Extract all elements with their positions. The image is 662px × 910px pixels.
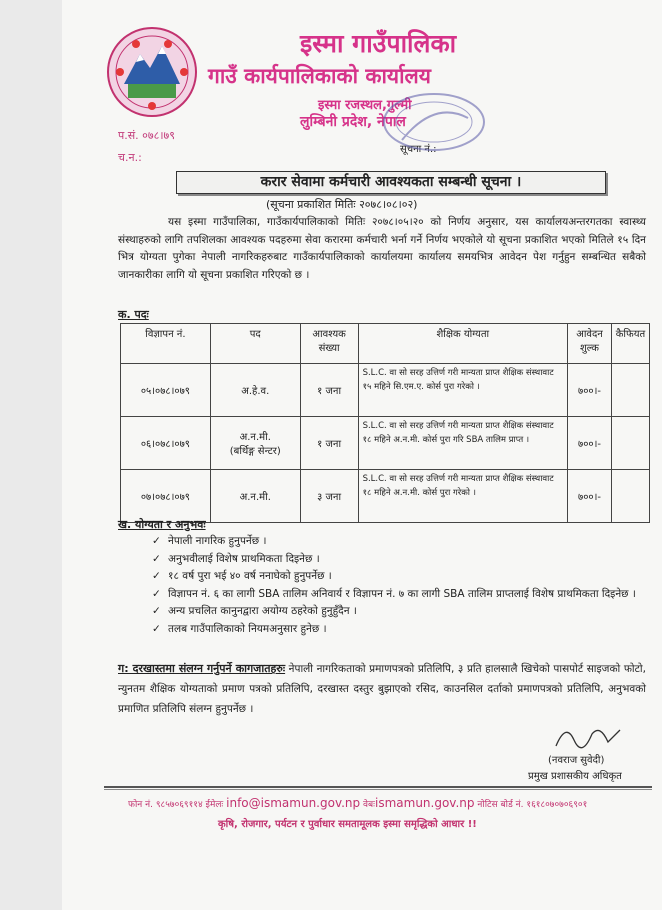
list-item: ✓ तलब गाउँपालिकाको नियमअनुसार हुनेछ । (152, 621, 646, 639)
signatory-name: (नवराज सुवेदी) (548, 755, 605, 766)
email-label: ईमेलः (205, 800, 224, 810)
footer-divider (104, 786, 652, 788)
header-count: आवश्यक संख्या (300, 324, 358, 364)
notice-number: सूचना नं.: (400, 144, 437, 155)
cell-qualification: S.L.C. वा सो सरह उत्तिर्ण गरी मान्यता प्राप्त शैक्षिक संस्थावाट १८ महिने अ.न.मी. कोर्स पुरा गरेको । (358, 470, 567, 523)
cell-count: ३ जना (300, 470, 358, 523)
province-name: लुम्बिनी प्रदेश, नेपाल (300, 114, 406, 130)
office-stamp-icon (372, 88, 490, 156)
list-item: ✓ नेपाली नागरिक हुनुपर्नेछ । (152, 533, 646, 551)
signatory-title: प्रमुख प्रशासकीय अधिकृत (528, 771, 622, 782)
municipality-emblem-icon (106, 26, 198, 118)
section-qualification-heading: ख. योग्यता र अनुभवः (118, 518, 206, 531)
cell-count: १ जना (300, 364, 358, 417)
section-documents-heading: ग: दरखास्तमा संलग्न गर्नुपर्ने कागजातहरुः (118, 662, 286, 675)
cell-post (210, 417, 300, 470)
cell-post (210, 364, 300, 417)
intro-paragraph: यस इस्मा गाउँपालिका, गाउँकार्यपालिकाको मितिः २०७८।०५।२० को निर्णय अनुसार, यस कार्यालयअन्तरगतका स्वास्थ्य संस्थाहरुको लागि तपशिलका आवश्यक पदहरुमा सेवा करारमा कर्मचारी भर्ना गर्ने निर्णय भएकोले यो सूचना प्रकाशित भएको मितिले १५ दिन भित्र योग्यता पुगेका नेपाली नागरिकहरुबाट गाउँकार्यपालिकाको कार्यालयमा कार्यालय समयभित्र आवेदन पेश गर्नुहुन सम्बन्धित सबैको जानकारीका लागि यो सूचना प्रकाशित गरिएको छ । (118, 216, 646, 281)
table-row (121, 364, 650, 417)
check-icon: ✓ (152, 552, 161, 565)
post-sublabel: (बर्थिङ्ग सेन्टर) (229, 446, 281, 457)
office-address: इस्मा रजस्थल,गुल्मी (318, 98, 412, 113)
list-item: ✓ अनुभवीलाई विशेष प्राथमिकता दिइनेछ । (152, 551, 646, 569)
notice-board-label: नोटिस बोर्ड नं. (477, 800, 524, 810)
header-remarks: कैफियत (611, 324, 649, 364)
check-icon: ✓ (152, 622, 161, 635)
check-icon: ✓ (152, 535, 161, 547)
cell-count: १ जना (300, 417, 358, 470)
cell-ad-no: ०५।०७८।०७९ (121, 364, 211, 417)
header-post: पद (210, 324, 300, 364)
vacancy-table (120, 323, 650, 523)
notice-board-number: १६१८०७०७०६९०१ (526, 800, 588, 810)
phone-number: फोन नं. ९८५७०६९११४ (128, 800, 203, 810)
post-label: अ.न.मी. (239, 432, 271, 443)
web-label: वेबः (363, 800, 375, 810)
website-link[interactable]: ismamun.gov.np (375, 796, 475, 810)
section-posts-heading: क. पदः (118, 308, 149, 321)
cell-qualification: S.L.C. वा सो सरह उत्तिर्ण गरी मान्यता प्राप्त शैक्षिक संस्थावाट १५ महिने सि.एम.ए. कोर्स पुरा गरेको । (358, 364, 567, 417)
footer-slogan: कृषि, रोजगार, पर्यटन र पुर्वाधार समतामूलक इस्मा समृद्धिको आधार !! (218, 819, 477, 830)
publication-date: (सूचना प्रकाशित मितिः २०७८।०८।०२) (266, 198, 418, 211)
footer-contact (128, 796, 587, 810)
table-header-row (121, 324, 650, 364)
documents-paragraph (118, 659, 646, 719)
list-item: ✓ १८ वर्ष पुरा भई ४० वर्ष ननाघेको हुनुपर्नेछ । (152, 568, 646, 586)
notice-title: करार सेवामा कर्मचारी आवश्यकता सम्बन्धी सूचना । (176, 171, 606, 194)
check-icon: ✓ (152, 587, 161, 600)
footer-divider-thin (104, 789, 652, 790)
cell-ad-no: ०७।०७८।०७९ (121, 470, 211, 523)
documents-text: नेपाली नागरिकताको प्रमाणपत्रको प्रतिलिपि, ३ प्रति हालसालै खिचेको पासपोर्ट साइजको फोटो, न्युनतम शैक्षिक योग्यताको प्रमाण पत्रको प्रतिलिपि, दरखास्त दस्तुर बुझाएको रसिद, काउनसिल दर्ताको प्रमाणपत्रको प्रतिलिपि, अनुभवको प्रमाणित प्रतिलिपि संलग्न हुनुपर्नेछ । (118, 663, 646, 715)
requirements-list (152, 533, 646, 638)
cell-fee: ७००।- (568, 470, 612, 523)
cell-qualification: S.L.C. वा सो सरह उत्तिर्ण गरी मान्यता प्राप्त शैक्षिक संस्थावाट १८ महिने अ.न.मी. कोर्स पुरा गरि SBA तालिम प्राप्त । (358, 417, 567, 470)
dispatch-number: च.न.: (118, 151, 142, 164)
post-label: अ.न.मी. (239, 492, 271, 503)
cell-fee: ७००।- (568, 364, 612, 417)
header-qualification: शैक्षिक योग्यता (358, 324, 567, 364)
list-item: ✓ विज्ञापन नं. ६ का लागी SBA तालिम अनिवार्य र विज्ञापन नं. ७ का लागी SBA तालिम प्राप्तलाई विशेष प्राथमिकता दिइनेछ । (152, 586, 646, 604)
list-item: ✓ अन्य प्रचलित कानुनद्वारा अयोग्य ठहरेको हुनुहुँदैन । (152, 603, 646, 621)
header-ad-no: विज्ञापन नं. (121, 324, 211, 364)
table-row (121, 470, 650, 523)
check-icon: ✓ (152, 605, 161, 617)
post-label: अ.हे.व. (241, 386, 270, 397)
cell-remarks (611, 417, 649, 470)
cell-remarks (611, 364, 649, 417)
cell-remarks (611, 470, 649, 523)
reference-number: प.सं. ०७८।७९ (118, 129, 175, 142)
municipality-name: इस्मा गाउँपालिका (300, 29, 457, 58)
email-link[interactable]: info@ismamun.gov.np (226, 796, 361, 810)
check-icon: ✓ (152, 570, 161, 582)
cell-post (210, 470, 300, 523)
office-name: गाउँ कार्यपालिकाको कार्यालय (208, 64, 431, 88)
cell-ad-no: ०६।०७८।०७९ (121, 417, 211, 470)
cell-fee: ७००।- (568, 417, 612, 470)
header-fee: आवेदन शुल्क (568, 324, 612, 364)
table-row (121, 417, 650, 470)
